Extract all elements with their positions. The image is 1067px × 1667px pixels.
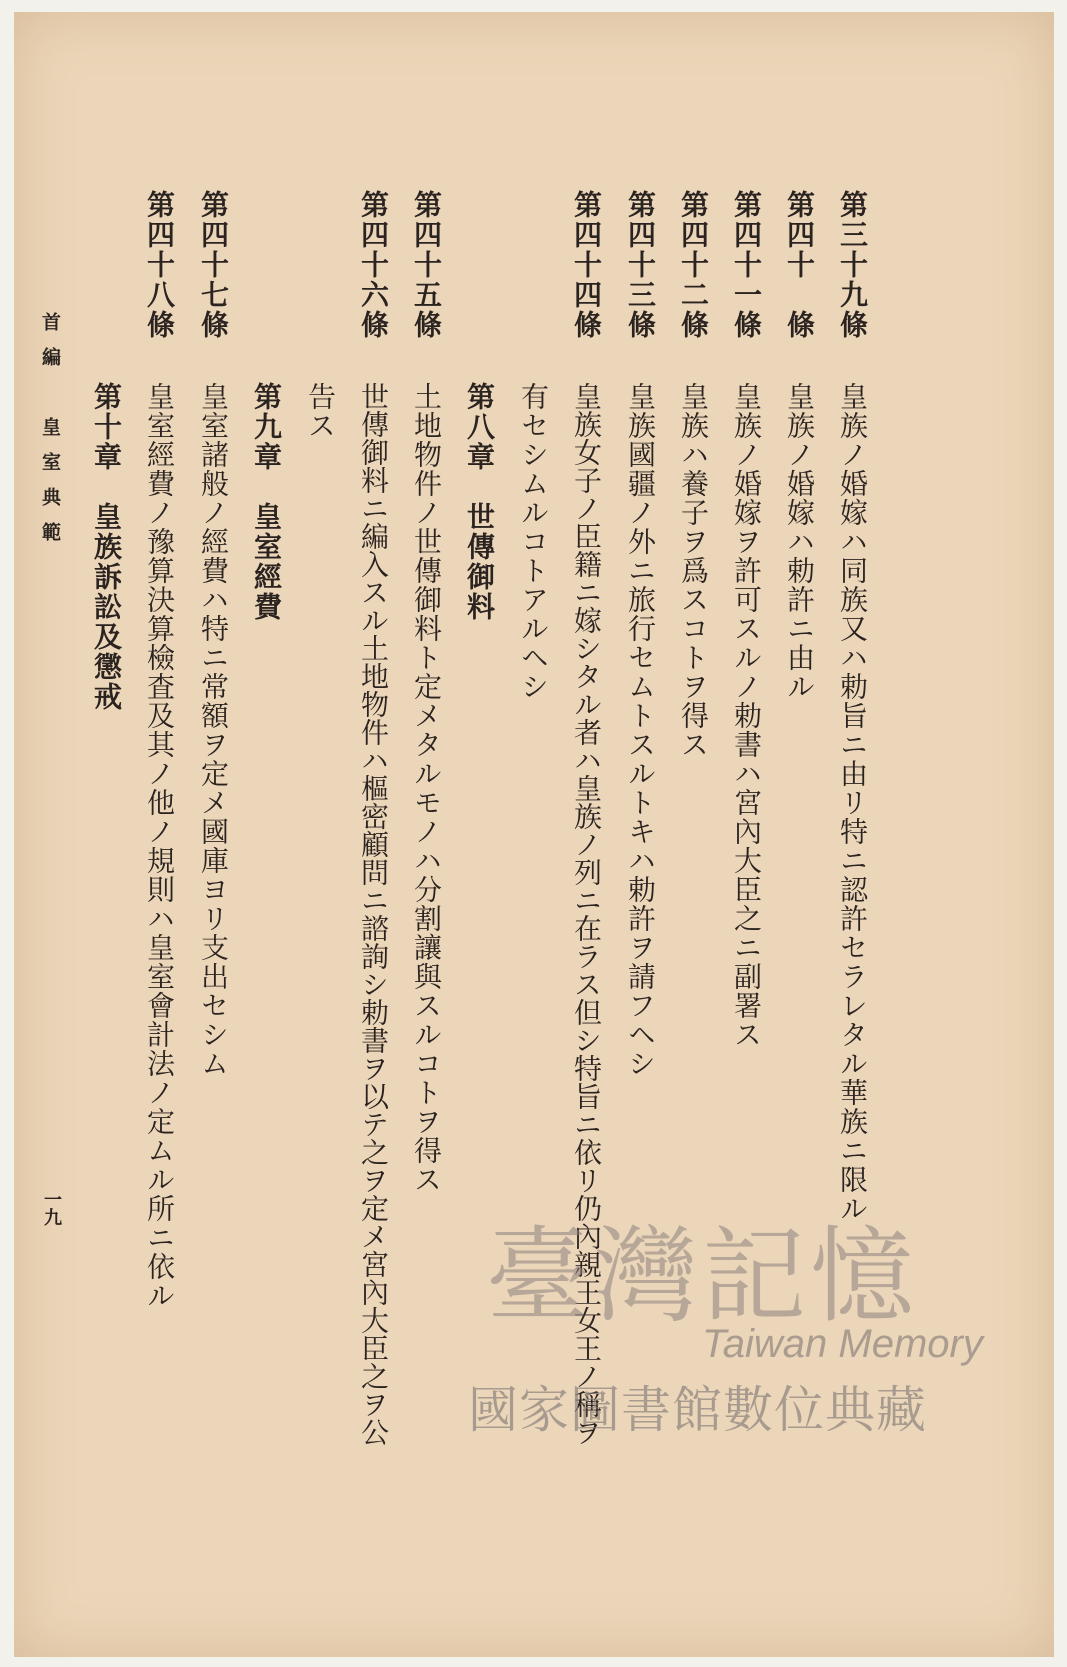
running-header: 首編 皇室典範	[39, 312, 61, 557]
chapter-heading-10: 第十章 皇族訴訟及懲戒	[90, 382, 123, 712]
article-text-44: 皇族女子ノ臣籍ニ嫁シタル者ハ皇族ノ列ニ在ラス但シ特旨ニ依リ仍內親王女王ノ稱ヲ	[570, 382, 603, 1446]
article-text-46: 世傳御料ニ編入スル土地物件ハ樞密顧問ニ諮詢シ勅書ヲ以テ之ヲ定メ宮內大臣之ヲ公	[357, 382, 390, 1446]
article-text-46-continued: 告ス	[304, 382, 337, 440]
article-label-47: 第四十七條	[197, 190, 230, 340]
article-text-48: 皇室經費ノ豫算決算檢査及其ノ他ノ規則ハ皇室會計法ノ定ムル所ニ依ル	[143, 382, 176, 1310]
page-number: 一九	[41, 1190, 62, 1226]
article-label-42: 第四十二條	[677, 190, 710, 340]
article-text-43: 皇族國疆ノ外ニ旅行セムトスルトキハ勅許ヲ請フヘシ	[624, 382, 657, 1078]
article-label-41: 第四十一條	[730, 190, 763, 340]
watermark-chinese: 國家圖書館數位典藏	[468, 1381, 927, 1439]
article-text-42: 皇族ハ養子ヲ爲スコトヲ得ス	[677, 382, 710, 759]
article-text-47: 皇室諸般ノ經費ハ特ニ常額ヲ定メ國庫ヨリ支出セシム	[197, 382, 230, 1078]
article-text-39: 皇族ノ婚嫁ハ同族又ハ勅旨ニ由リ特ニ認許セラレタル華族ニ限ル	[836, 382, 869, 1223]
chapter-heading-8: 第八章 世傳御料	[463, 382, 496, 622]
article-text-40: 皇族ノ婚嫁ハ勅許ニ由ル	[783, 382, 816, 701]
article-label-40: 第四十 條	[783, 190, 816, 340]
article-label-43: 第四十三條	[624, 190, 657, 340]
book-page	[14, 12, 1054, 1657]
watermark-latin: Taiwan Memory	[702, 1322, 983, 1366]
article-label-46: 第四十六條	[357, 190, 390, 340]
article-label-39: 第三十九條	[836, 190, 869, 340]
article-text-44-continued: 有セシムルコトアルヘシ	[517, 382, 550, 701]
article-label-48: 第四十八條	[143, 190, 176, 340]
watermark-script: 臺灣記憶	[486, 1215, 919, 1337]
article-label-45: 第四十五條	[410, 190, 443, 340]
chapter-heading-9: 第九章 皇室經費	[250, 382, 283, 622]
article-text-45: 土地物件ノ世傳御料ト定メタルモノハ分割讓與スルコトヲ得ス	[410, 382, 443, 1194]
article-label-44: 第四十四條	[570, 190, 603, 340]
article-text-41: 皇族ノ婚嫁ヲ許可スルノ勅書ハ宮內大臣之ニ副署ス	[730, 382, 763, 1049]
